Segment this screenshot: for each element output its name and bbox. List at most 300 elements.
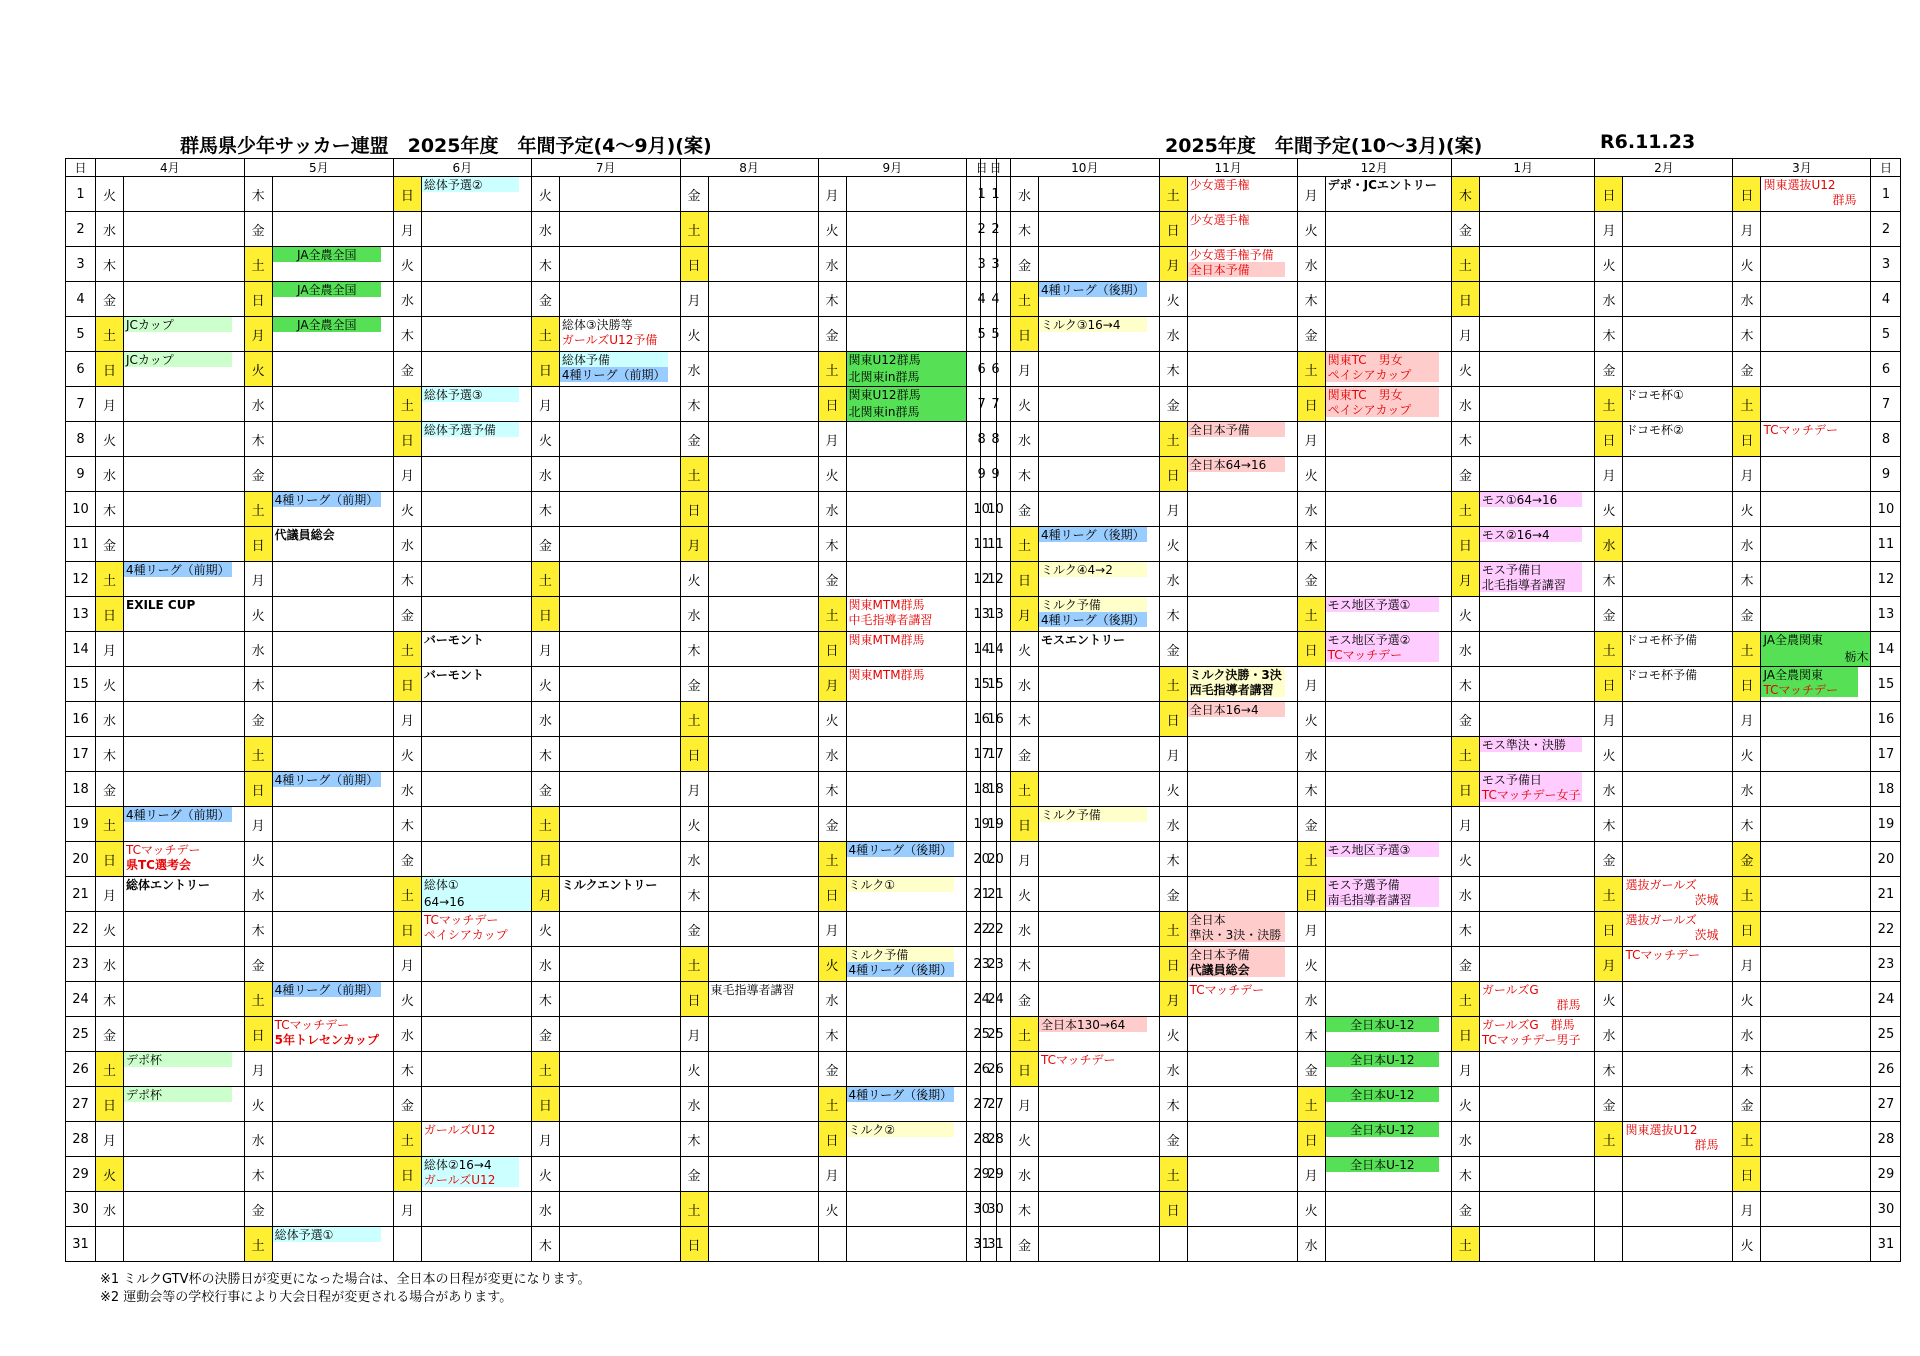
event-cell	[272, 947, 393, 982]
event-cell	[559, 282, 680, 317]
event-label: 全日本U-12	[1326, 1017, 1439, 1032]
calendar-row	[66, 772, 997, 807]
event-label: 総体②16→4	[422, 1157, 519, 1172]
event-cell	[846, 947, 967, 982]
event-cell	[559, 877, 680, 912]
event-cell	[559, 912, 680, 947]
weekday-cell: 月	[393, 702, 421, 737]
event-cell	[1187, 1122, 1297, 1157]
event-cell	[421, 632, 531, 667]
weekday-cell: 火	[1733, 982, 1761, 1017]
event-cell	[1623, 527, 1733, 562]
event-label: デポ杯	[124, 1087, 232, 1102]
event-label: 4種リーグ（後期）	[1041, 528, 1145, 542]
weekday-cell: 金	[531, 1017, 559, 1052]
day-number: 23	[1871, 947, 1901, 982]
day-header: 日	[1871, 159, 1901, 177]
event-cell	[1761, 842, 1871, 877]
weekday-cell: 日	[1297, 387, 1325, 422]
event-cell	[1039, 492, 1160, 527]
weekday-cell: 木	[1011, 1192, 1039, 1227]
day-number: 24	[981, 982, 1011, 1017]
event-label-sub: 5年トレセンカップ	[274, 1033, 379, 1047]
event-cell	[421, 492, 531, 527]
day-number: 14	[967, 632, 997, 667]
event-label: ミルク④4→2	[1039, 562, 1147, 577]
weekday-cell: 金	[244, 1192, 272, 1227]
weekday-cell: 土	[1011, 282, 1039, 317]
day-number: 30	[967, 1192, 997, 1227]
weekday-cell: 水	[1733, 282, 1761, 317]
weekday-cell: 日	[531, 1087, 559, 1122]
event-label-sub: 群馬	[1694, 1138, 1719, 1152]
event-cell	[559, 632, 680, 667]
event-cell	[559, 772, 680, 807]
event-cell	[1623, 212, 1733, 247]
month-header: 12月	[1297, 159, 1451, 177]
weekday-cell: 木	[244, 912, 272, 947]
weekday-cell: 金	[1595, 352, 1623, 387]
event-cell	[272, 912, 393, 947]
weekday-cell: 日	[244, 527, 272, 562]
weekday-cell: 土	[1451, 737, 1479, 772]
weekday-cell: 土	[1159, 1157, 1187, 1192]
event-cell	[708, 527, 818, 562]
weekday-cell: 土	[1733, 632, 1761, 667]
event-cell	[421, 877, 531, 912]
weekday-cell: 日	[1159, 212, 1187, 247]
calendar-row	[981, 317, 1901, 352]
weekday-cell: 火	[393, 982, 421, 1017]
day-number: 26	[66, 1052, 96, 1087]
event-cell	[1187, 1227, 1297, 1262]
event-label: 関東TC 男女	[1326, 352, 1439, 367]
month-header: 5月	[244, 159, 393, 177]
weekday-cell: 月	[393, 947, 421, 982]
weekday-cell: 月	[96, 387, 124, 422]
weekday-cell: 土	[244, 737, 272, 772]
weekday-cell: 月	[680, 282, 708, 317]
event-cell	[1187, 212, 1297, 247]
event-cell	[124, 912, 245, 947]
event-cell	[272, 772, 393, 807]
event-cell	[1623, 1157, 1733, 1192]
event-cell	[1761, 1192, 1871, 1227]
event-cell	[1479, 1052, 1595, 1087]
event-label: 全日本U-12	[1326, 1087, 1439, 1102]
weekday-cell: 水	[1159, 807, 1187, 842]
event-label: ミルクエントリー	[561, 878, 658, 892]
weekday-cell: 水	[531, 212, 559, 247]
weekday-cell: 日	[1451, 1017, 1479, 1052]
day-number: 1	[1871, 177, 1901, 212]
event-cell	[1325, 737, 1451, 772]
event-cell	[1039, 982, 1160, 1017]
event-cell	[1479, 387, 1595, 422]
day-number: 5	[967, 317, 997, 352]
event-label: JA全農関東	[1761, 632, 1870, 649]
weekday-cell: 火	[1733, 247, 1761, 282]
weekday-cell: 日	[818, 877, 846, 912]
event-cell	[421, 772, 531, 807]
event-cell	[1325, 877, 1451, 912]
weekday-cell: 水	[1297, 1227, 1325, 1262]
weekday-cell: 水	[1595, 1017, 1623, 1052]
event-cell	[1039, 562, 1160, 597]
day-number: 5	[66, 317, 96, 352]
day-number: 16	[66, 702, 96, 737]
weekday-cell: 日	[1733, 1157, 1761, 1192]
weekday-cell: 月	[1159, 492, 1187, 527]
weekday-cell: 日	[818, 387, 846, 422]
event-cell	[124, 1087, 245, 1122]
revision-label: R6.11.23	[1600, 131, 1696, 153]
event-cell	[559, 387, 680, 422]
day-number: 11	[66, 527, 96, 562]
event-label: 選抜ガールズ	[1625, 878, 1697, 892]
weekday-cell: 火	[393, 247, 421, 282]
day-number: 24	[1871, 982, 1901, 1017]
day-number: 10	[967, 492, 997, 527]
event-cell	[272, 247, 393, 282]
weekday-cell: 日	[244, 1017, 272, 1052]
weekday-cell: 土	[1595, 1122, 1623, 1157]
event-cell	[124, 667, 245, 702]
weekday-cell: 月	[1297, 1157, 1325, 1192]
weekday-cell: 木	[680, 877, 708, 912]
day-number: 9	[967, 457, 997, 492]
event-cell	[1761, 282, 1871, 317]
day-number: 1	[66, 177, 96, 212]
day-number: 2	[981, 212, 1011, 247]
event-cell	[1761, 667, 1871, 702]
event-label-sub: 群馬	[1832, 193, 1857, 207]
calendar-row	[66, 1052, 997, 1087]
event-cell	[1761, 947, 1871, 982]
weekday-cell: 土	[96, 317, 124, 352]
day-number: 27	[1871, 1087, 1901, 1122]
event-cell	[421, 912, 531, 947]
day-number: 19	[981, 807, 1011, 842]
event-cell	[1479, 212, 1595, 247]
day-number: 3	[981, 247, 1011, 282]
calendar-row	[981, 597, 1901, 632]
weekday-cell: 日	[1297, 1122, 1325, 1157]
weekday-cell: 土	[1451, 492, 1479, 527]
weekday-cell: 金	[818, 1052, 846, 1087]
event-cell	[1479, 982, 1595, 1017]
event-label: モス地区予選②	[1326, 632, 1439, 647]
event-cell	[124, 177, 245, 212]
day-number: 17	[981, 737, 1011, 772]
event-label: TCマッチデー	[1189, 983, 1265, 997]
weekday-cell: 水	[96, 1192, 124, 1227]
weekday-cell: 水	[1297, 247, 1325, 282]
day-number: 18	[967, 772, 997, 807]
day-number: 10	[66, 492, 96, 527]
weekday-cell: 月	[1595, 702, 1623, 737]
weekday-cell: 水	[393, 1017, 421, 1052]
calendar-row	[981, 1227, 1901, 1262]
weekday-cell: 水	[1159, 562, 1187, 597]
calendar-row	[66, 597, 997, 632]
event-cell	[559, 597, 680, 632]
weekday-cell: 月	[1595, 212, 1623, 247]
weekday-cell: 土	[1159, 422, 1187, 457]
weekday-cell: 火	[1159, 1017, 1187, 1052]
weekday-cell: 金	[680, 667, 708, 702]
day-number: 25	[967, 1017, 997, 1052]
weekday-cell: 月	[1595, 457, 1623, 492]
event-cell	[1039, 247, 1160, 282]
event-label-sub: TCマッチデー女子	[1481, 788, 1581, 802]
calendar-row	[66, 352, 997, 387]
event-cell	[272, 1157, 393, 1192]
event-label: モス地区予選①	[1326, 597, 1439, 612]
day-number: 15	[967, 667, 997, 702]
event-cell	[1325, 352, 1451, 387]
event-label: ガールズG 群馬	[1481, 1018, 1575, 1032]
event-cell	[272, 1052, 393, 1087]
day-number: 20	[66, 842, 96, 877]
weekday-cell: 火	[1733, 492, 1761, 527]
weekday-cell: 月	[1733, 212, 1761, 247]
weekday-cell: 水	[1297, 492, 1325, 527]
event-cell	[1623, 772, 1733, 807]
weekday-cell: 月	[1159, 982, 1187, 1017]
weekday-cell: 木	[96, 247, 124, 282]
event-cell	[1039, 177, 1160, 212]
event-cell	[559, 1017, 680, 1052]
event-label: JA全農全国	[273, 282, 381, 297]
weekday-cell: 火	[1595, 247, 1623, 282]
event-cell	[124, 632, 245, 667]
weekday-cell: 金	[1733, 352, 1761, 387]
weekday-cell: 金	[96, 282, 124, 317]
weekday-cell	[1595, 1157, 1623, 1192]
event-cell	[846, 527, 967, 562]
event-cell	[1479, 562, 1595, 597]
event-cell	[708, 982, 818, 1017]
weekday-cell: 金	[1011, 982, 1039, 1017]
event-label-sub: 4種リーグ（後期）	[1041, 613, 1145, 627]
day-number: 11	[967, 527, 997, 562]
event-cell	[272, 1122, 393, 1157]
event-cell	[559, 212, 680, 247]
event-label: 全日本予備	[1188, 422, 1285, 437]
weekday-cell: 木	[1011, 212, 1039, 247]
calendar-row	[981, 1087, 1901, 1122]
weekday-cell: 木	[393, 317, 421, 352]
event-cell	[272, 1087, 393, 1122]
event-label: 総体予選予備	[422, 422, 519, 437]
weekday-cell: 水	[1451, 387, 1479, 422]
day-number: 22	[967, 912, 997, 947]
calendar-row	[66, 317, 997, 352]
day-number: 12	[967, 562, 997, 597]
event-label-sub: 茨城	[1694, 893, 1719, 907]
calendar-row	[981, 702, 1901, 737]
event-cell	[559, 702, 680, 737]
weekday-cell: 月	[1011, 352, 1039, 387]
weekday-cell: 金	[818, 807, 846, 842]
event-cell	[421, 387, 531, 422]
weekday-cell	[96, 1227, 124, 1262]
event-label-sub: 北関東in群馬	[847, 404, 967, 421]
event-cell	[1623, 912, 1733, 947]
weekday-cell: 水	[1733, 527, 1761, 562]
event-cell	[1623, 737, 1733, 772]
event-cell	[1039, 1052, 1160, 1087]
calendar-row	[981, 1017, 1901, 1052]
event-cell	[1623, 632, 1733, 667]
event-cell	[846, 352, 967, 387]
event-cell	[421, 597, 531, 632]
event-cell	[708, 562, 818, 597]
event-cell	[421, 527, 531, 562]
event-cell	[708, 877, 818, 912]
event-cell	[1761, 177, 1871, 212]
weekday-cell: 日	[393, 1157, 421, 1192]
event-cell	[1623, 282, 1733, 317]
weekday-cell: 月	[1451, 317, 1479, 352]
weekday-cell: 水	[680, 1087, 708, 1122]
weekday-cell: 金	[531, 527, 559, 562]
event-cell	[1479, 1227, 1595, 1262]
weekday-cell: 金	[1451, 1192, 1479, 1227]
calendar-row	[66, 387, 997, 422]
event-cell	[1325, 667, 1451, 702]
day-number: 18	[1871, 772, 1901, 807]
day-number: 10	[981, 492, 1011, 527]
event-cell	[1761, 457, 1871, 492]
weekday-cell: 水	[531, 947, 559, 982]
event-cell	[1623, 807, 1733, 842]
event-cell	[1325, 1087, 1451, 1122]
event-cell	[559, 422, 680, 457]
weekday-cell: 水	[1297, 982, 1325, 1017]
weekday-cell: 月	[818, 912, 846, 947]
day-number: 29	[967, 1157, 997, 1192]
weekday-cell: 土	[531, 562, 559, 597]
event-label: JA全農関東	[1761, 667, 1858, 682]
event-cell	[1187, 772, 1297, 807]
day-number: 16	[967, 702, 997, 737]
calendar-row	[66, 492, 997, 527]
event-cell	[124, 387, 245, 422]
weekday-cell: 日	[1451, 527, 1479, 562]
event-cell	[272, 1192, 393, 1227]
weekday-cell: 水	[393, 282, 421, 317]
day-number: 18	[66, 772, 96, 807]
event-label: 関東TC 男女	[1326, 387, 1439, 402]
event-label-sub: 4種リーグ（前期）	[561, 368, 666, 382]
weekday-cell: 日	[1011, 562, 1039, 597]
event-label: モス準決・決勝	[1480, 737, 1583, 752]
weekday-cell: 水	[96, 947, 124, 982]
month-header: 3月	[1733, 159, 1871, 177]
weekday-cell: 火	[1733, 1227, 1761, 1262]
weekday-cell: 金	[1011, 737, 1039, 772]
weekday-cell: 日	[1451, 282, 1479, 317]
weekday-cell: 金	[1451, 212, 1479, 247]
event-cell	[708, 807, 818, 842]
calendar-row	[981, 947, 1901, 982]
weekday-cell: 土	[531, 1052, 559, 1087]
event-cell	[1761, 212, 1871, 247]
event-cell	[272, 177, 393, 212]
calendar-row	[66, 947, 997, 982]
weekday-cell: 土	[244, 492, 272, 527]
event-label: 関東U12群馬	[847, 352, 967, 369]
weekday-cell: 月	[818, 177, 846, 212]
weekday-cell: 金	[244, 702, 272, 737]
event-cell	[1479, 842, 1595, 877]
event-cell	[1325, 632, 1451, 667]
event-cell	[1479, 317, 1595, 352]
event-cell	[1039, 212, 1160, 247]
weekday-cell: 火	[818, 457, 846, 492]
event-label: TCマッチデー	[274, 1018, 350, 1032]
event-cell	[124, 1227, 245, 1262]
event-cell	[846, 282, 967, 317]
weekday-cell: 土	[1159, 912, 1187, 947]
day-number: 8	[967, 422, 997, 457]
event-cell	[124, 527, 245, 562]
weekday-cell: 月	[1297, 177, 1325, 212]
event-label: 総体予選②	[422, 177, 519, 192]
weekday-cell: 日	[680, 1227, 708, 1262]
weekday-cell: 火	[244, 352, 272, 387]
weekday-cell: 水	[818, 492, 846, 527]
event-cell	[846, 877, 967, 912]
weekday-cell: 月	[680, 1017, 708, 1052]
weekday-cell: 日	[1595, 912, 1623, 947]
event-cell	[1623, 562, 1733, 597]
month-header: 11月	[1159, 159, 1297, 177]
weekday-cell: 木	[1297, 772, 1325, 807]
event-cell	[1479, 632, 1595, 667]
day-number: 20	[981, 842, 1011, 877]
event-cell	[559, 457, 680, 492]
event-cell	[272, 317, 393, 352]
calendar-row	[981, 1192, 1901, 1227]
weekday-cell: 火	[393, 737, 421, 772]
event-cell	[1479, 807, 1595, 842]
weekday-cell: 火	[1297, 1192, 1325, 1227]
day-number: 30	[981, 1192, 1011, 1227]
weekday-cell: 水	[531, 702, 559, 737]
day-number: 7	[981, 387, 1011, 422]
event-cell	[1187, 492, 1297, 527]
weekday-cell: 日	[531, 842, 559, 877]
event-cell	[1187, 702, 1297, 737]
weekday-cell: 水	[1011, 912, 1039, 947]
weekday-cell: 金	[1011, 492, 1039, 527]
event-label: デポ杯	[124, 1052, 232, 1067]
event-label: 代議員総会	[274, 528, 335, 542]
weekday-cell: 土	[680, 457, 708, 492]
day-number: 9	[1871, 457, 1901, 492]
event-cell	[846, 737, 967, 772]
footnote-2: ※2 運動会等の学校行事により大会日程が変更される場合があります。	[100, 1290, 513, 1305]
day-number: 7	[66, 387, 96, 422]
day-number: 5	[1871, 317, 1901, 352]
event-label: ミルク決勝・3決	[1188, 667, 1285, 682]
event-label: 全日本	[1188, 912, 1285, 927]
weekday-cell: 土	[531, 807, 559, 842]
event-cell	[124, 457, 245, 492]
